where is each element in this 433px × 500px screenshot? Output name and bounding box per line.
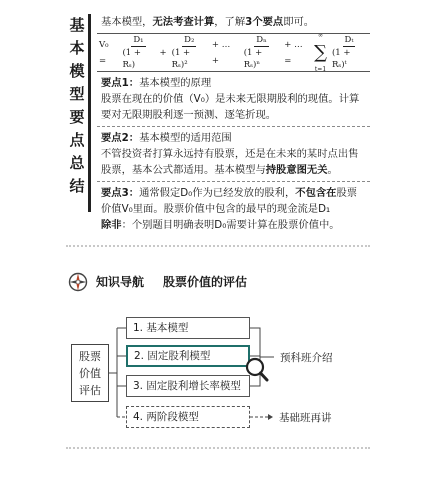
intro-text: 即可。 (283, 16, 315, 28)
formula-lhs: V₀ = (99, 39, 109, 66)
side-title-char: 型 (69, 85, 85, 103)
tree-item-two-stage: 4. 两阶段模型 (126, 406, 250, 428)
formula-equals: + … = (284, 39, 303, 66)
tree-item-constant-growth: 3. 固定股利增长率模型 (126, 375, 250, 397)
tree-root: 股票价值评估 (71, 344, 109, 402)
divider (66, 447, 370, 449)
point-3: 要点3：通常假定D₀作为已经发放的股利，不包含在股票价值V₀里面。股票价值中包含的最早的现金流是D₁ 除非：个别题目明确表明D₀需要计算在股票价值中。 (101, 187, 358, 231)
intro-text: ，了解 (214, 16, 246, 28)
formula-term: $\frac{\text{Dₙ}}{\text{(1 + Rₛ)ⁿ}}$ (243, 34, 267, 70)
magnifier-icon (244, 356, 270, 384)
point-1: 要点1：基本模型的原理 股票在现在的价值（V₀）是未来无限期股利的现值。计算要对无限期股利逐一预测、逐笔折现。 (97, 72, 370, 127)
formula-term: $\frac{\text{D₁}}{\text{(1 + Rₛ)}}$ (122, 34, 144, 70)
point-1-body: 股票在现在的价值（V₀）是未来无限期股利的现值。计算要对无限期股利逐一预测、逐笔折现。 (101, 93, 360, 121)
sigma-symbol: ∞ ∑ t=1 (314, 31, 327, 73)
side-title-char: 总 (69, 154, 85, 172)
side-title-char: 本 (69, 39, 85, 57)
point-2: 要点2：基本模型的适用范围 不管投资者打算永远持有股票，还是在未来的某时点出售股票，基本公式都适用。基本模型与持股意图无关。 (97, 127, 370, 182)
label-preview-class: 预科班介绍 (280, 352, 333, 364)
label-basic-class: 基础班再讲 (279, 412, 332, 424)
tree-item-basic-model: 1. 基本模型 (126, 317, 250, 339)
side-title-char: 点 (69, 131, 85, 149)
tree-item-constant-dividend: 2. 固定股利模型 (126, 345, 250, 367)
formula-term: $\frac{\text{Dₜ}}{\text{(1 + Rₛ)ᵗ}}$ (331, 34, 354, 70)
nav-subtitle: 股票价值的评估 (163, 275, 248, 289)
intro-bold: 3个要点 (245, 16, 284, 28)
side-title-char: 基 (69, 16, 85, 34)
dividend-formula: V₀ = $\frac{\text{D₁}}{\text{(1 + Rₛ)}}$ + $\frac{\text{D₂}}{\text{(1 + Rₛ)²}}$ + … + $\frac{\text{Dₙ}}{\text{(1 + Rₛ)ⁿ}}$ + … = ∞ ∑ t=1 $\frac{\text{Dₜ}}{\text{(1 + Rₛ)ᵗ}}$ (97, 34, 370, 72)
nav-title: 知识导航 (96, 275, 145, 289)
side-title-char: 模 (69, 62, 85, 80)
side-title-char: 结 (69, 177, 85, 195)
intro-bold: 无法考查计算 (152, 16, 215, 28)
formula-term: $\frac{\text{D₂}}{\text{(1 + Rₛ)²}}$ (171, 34, 195, 70)
intro-text: 基本模型， (101, 16, 153, 28)
formula-ellipsis: + … + (211, 39, 231, 66)
side-title-char: 要 (69, 108, 85, 126)
